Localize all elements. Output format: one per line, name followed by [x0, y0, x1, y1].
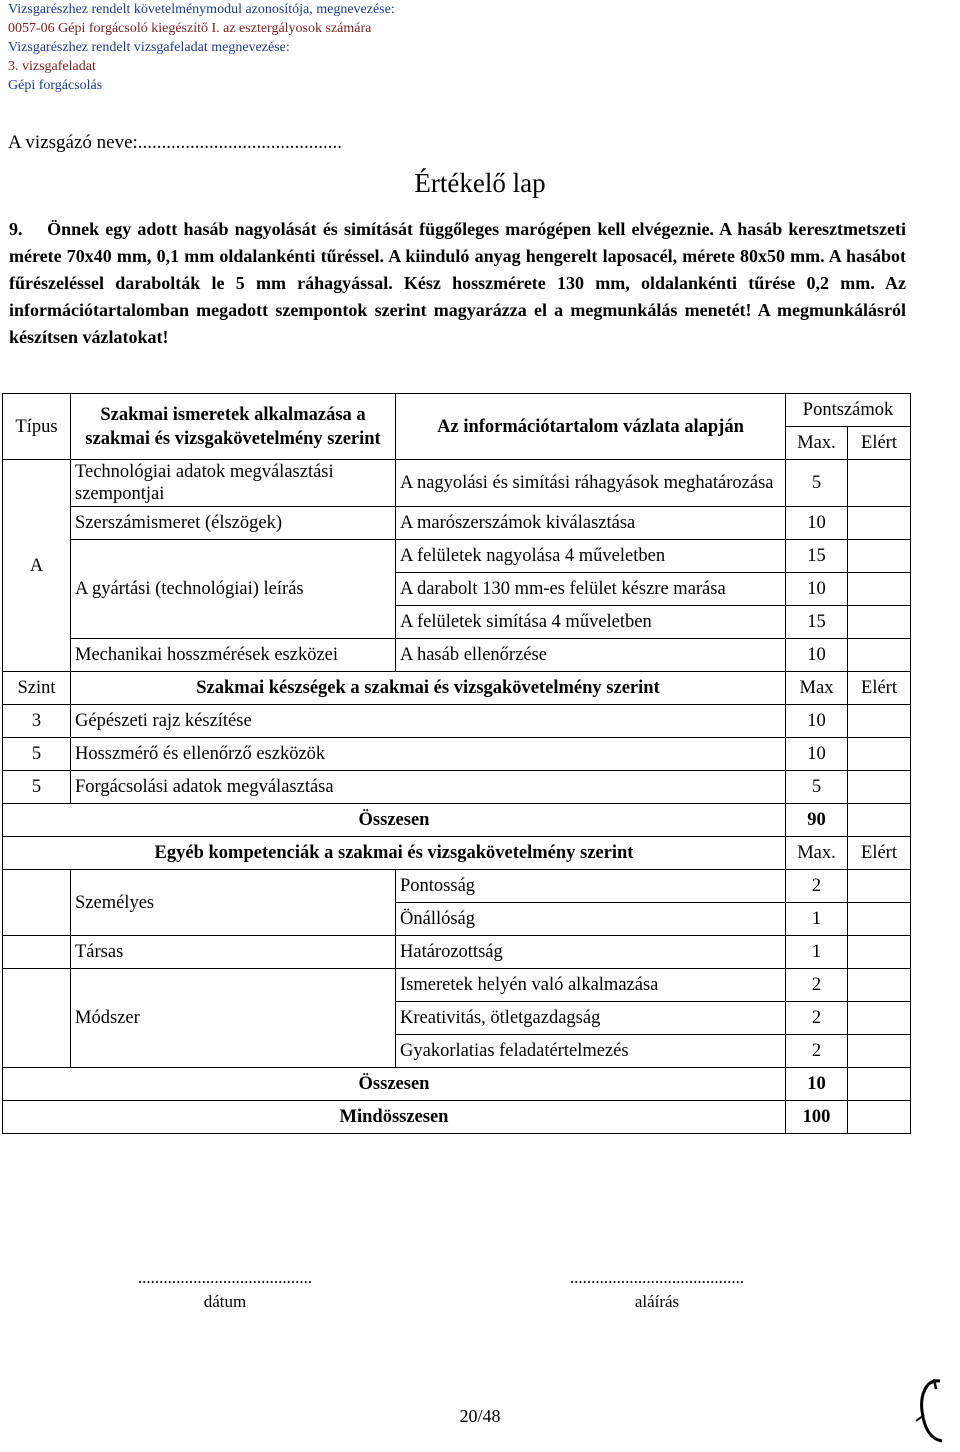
- header-achieved: Elért: [848, 837, 911, 870]
- achieved-cell[interactable]: [848, 804, 911, 837]
- header-other-competencies: Egyéb kompetenciák a szakmai és vizsgakövetelmény szerint: [3, 837, 786, 870]
- table-row: [3, 460, 911, 507]
- achieved-cell[interactable]: [848, 705, 911, 738]
- competency-item: Gyakorlatias feladatértelmezés: [396, 1035, 786, 1068]
- info-cell: A felületek simítása 4 műveletben: [396, 606, 786, 639]
- achieved-cell[interactable]: [848, 936, 911, 969]
- achieved-cell[interactable]: [848, 903, 911, 936]
- table-row: [3, 870, 911, 903]
- achieved-cell[interactable]: [848, 1035, 911, 1068]
- info-cell: A hasáb ellenőrzése: [396, 639, 786, 672]
- signature-label: aláírás: [634, 1292, 680, 1311]
- header-points: Pontszámok: [786, 394, 911, 427]
- page-title: Értékelő lap: [414, 168, 546, 198]
- achieved-cell[interactable]: [848, 639, 911, 672]
- header-max: Max.: [786, 427, 848, 460]
- skill-name-cell: Hosszmérő és ellenőrző eszközök: [71, 738, 786, 771]
- date-dots[interactable]: .........................................: [137, 1268, 313, 1287]
- max-cell: 5: [786, 460, 848, 507]
- table-row: [3, 771, 911, 804]
- header-module-name: 0057-06 Gépi forgácsoló kiegészítő I. az esztergályosok számára: [8, 21, 372, 36]
- achieved-cell[interactable]: [848, 507, 911, 540]
- header-achieved: Elért: [848, 427, 911, 460]
- subtotal-label: Összesen: [3, 1068, 786, 1101]
- header-professional-knowledge: Szakmai ismeretek alkalmazása a szakmai és vizsgakövetelmény szerint: [71, 394, 396, 460]
- max-cell: 10: [786, 738, 848, 771]
- info-cell: A nagyolási és simítási ráhagyások meghatározása: [396, 460, 786, 507]
- subtotal-value: 90: [786, 804, 848, 837]
- max-cell: 10: [786, 507, 848, 540]
- task-number: 9.: [9, 219, 23, 239]
- header-level: Szint: [3, 672, 71, 705]
- info-cell: A marószerszámok kiválasztása: [396, 507, 786, 540]
- task-text: Önnek egy adott hasáb nagyolását és simítását függőleges marógépen kell elvégeznie. A hasáb keresztmetszeti mérete 70x40 mm, 0,1 mm oldalankénti tűréssel. A kiinduló anyag hengerelt laposacél, mérete 80x50 mm. A hasábot fűrészeléssel darabolták le 5 mm ráhagyással. Kész hosszmérete 130 mm, oldalankénti tűrése 0,2 mm. Az információtartalomban megadott szempontok szerint magyarázza el a megmunkálás menetét! A megmunkálásról készítsen vázlatokat!: [9, 219, 906, 347]
- max-cell: 1: [786, 936, 848, 969]
- header-max: Max.: [786, 837, 848, 870]
- level-cell: 5: [3, 771, 71, 804]
- header-professional-skills: Szakmai készségek a szakmai és vizsgakövetelmény szerint: [71, 672, 786, 705]
- info-cell: A darabolt 130 mm-es felület készre marása: [396, 573, 786, 606]
- table-row: [3, 639, 911, 672]
- blank-cell: [3, 870, 71, 936]
- achieved-cell[interactable]: [848, 606, 911, 639]
- header-tipus: Típus: [3, 394, 71, 460]
- table-row: [3, 738, 911, 771]
- max-cell: 2: [786, 1002, 848, 1035]
- competency-item: Önállóság: [396, 903, 786, 936]
- achieved-cell[interactable]: [848, 1101, 911, 1134]
- grand-total-value: 100: [786, 1101, 848, 1134]
- competency-group: Társas: [71, 936, 396, 969]
- competency-group: Módszer: [71, 969, 396, 1068]
- task-description: [9, 216, 906, 351]
- date-label: dátum: [203, 1292, 247, 1311]
- blank-cell: [3, 936, 71, 969]
- competency-item: Pontosság: [396, 870, 786, 903]
- competency-item: Ismeretek helyén való alkalmazása: [396, 969, 786, 1002]
- competency-group: Személyes: [71, 870, 396, 936]
- skill-name-cell: Gépészeti rajz készítése: [71, 705, 786, 738]
- max-cell: 15: [786, 606, 848, 639]
- table-row: [3, 705, 911, 738]
- info-cell: A felületek nagyolása 4 műveletben: [396, 540, 786, 573]
- skill-cell: Technológiai adatok megválasztási szempontjai: [71, 460, 396, 507]
- skill-cell: Mechanikai hosszmérések eszközei: [71, 639, 396, 672]
- header-module-label: Vizsgarészhez rendelt követelménymodul azonosítója, megnevezése:: [8, 2, 395, 17]
- max-cell: 5: [786, 771, 848, 804]
- max-cell: 1: [786, 903, 848, 936]
- table-row: [3, 969, 911, 1002]
- header-achieved: Elért: [848, 672, 911, 705]
- achieved-cell[interactable]: [848, 1068, 911, 1101]
- table-row: [3, 540, 911, 573]
- achieved-cell[interactable]: [848, 870, 911, 903]
- type-value: A: [3, 460, 71, 672]
- achieved-cell[interactable]: [848, 540, 911, 573]
- evaluation-table: [2, 393, 911, 1134]
- subtotal-value: 10: [786, 1068, 848, 1101]
- table-row: [3, 1101, 911, 1134]
- achieved-cell[interactable]: [848, 1002, 911, 1035]
- max-cell: 10: [786, 639, 848, 672]
- achieved-cell[interactable]: [848, 573, 911, 606]
- competency-item: Kreativitás, ötletgazdagság: [396, 1002, 786, 1035]
- header-max: Max: [786, 672, 848, 705]
- candidate-name-line: A vizsgázó neve:...........................................: [8, 132, 343, 153]
- achieved-cell[interactable]: [848, 460, 911, 507]
- header-task-name: Gépi forgácsolás: [8, 78, 103, 93]
- achieved-cell[interactable]: [848, 969, 911, 1002]
- skill-cell: A gyártási (technológiai) leírás: [71, 540, 396, 639]
- max-cell: 15: [786, 540, 848, 573]
- signature-dots[interactable]: .........................................: [569, 1268, 745, 1287]
- table-row: [3, 1068, 911, 1101]
- signature-block: [522, 1268, 792, 1312]
- max-cell: 2: [786, 870, 848, 903]
- max-cell: 10: [786, 573, 848, 606]
- subtotal-label: Összesen: [3, 804, 786, 837]
- skill-cell: Szerszámismeret (élszögek): [71, 507, 396, 540]
- header-info-content: Az információtartalom vázlata alapján: [396, 394, 786, 460]
- header-task-number: 3. vizsgafeladat: [8, 59, 96, 74]
- grand-total-label: Mindösszesen: [3, 1101, 786, 1134]
- achieved-cell[interactable]: [848, 738, 911, 771]
- page-number: 20/48: [459, 1406, 501, 1426]
- max-cell: 2: [786, 1035, 848, 1068]
- max-cell: 2: [786, 969, 848, 1002]
- initials-mark-icon: [912, 1375, 952, 1450]
- blank-cell: [3, 969, 71, 1068]
- max-cell: 10: [786, 705, 848, 738]
- document-header: [8, 0, 708, 95]
- competency-item: Határozottság: [396, 936, 786, 969]
- level-cell: 3: [3, 705, 71, 738]
- achieved-cell[interactable]: [848, 771, 911, 804]
- skill-name-cell: Forgácsolási adatok megválasztása: [71, 771, 786, 804]
- table-row: [3, 936, 911, 969]
- table-row: [3, 507, 911, 540]
- header-task-label: Vizsgarészhez rendelt vizsgafeladat megnevezése:: [8, 40, 290, 55]
- level-cell: 5: [3, 738, 71, 771]
- date-signature-block: [90, 1268, 360, 1312]
- table-row: [3, 804, 911, 837]
